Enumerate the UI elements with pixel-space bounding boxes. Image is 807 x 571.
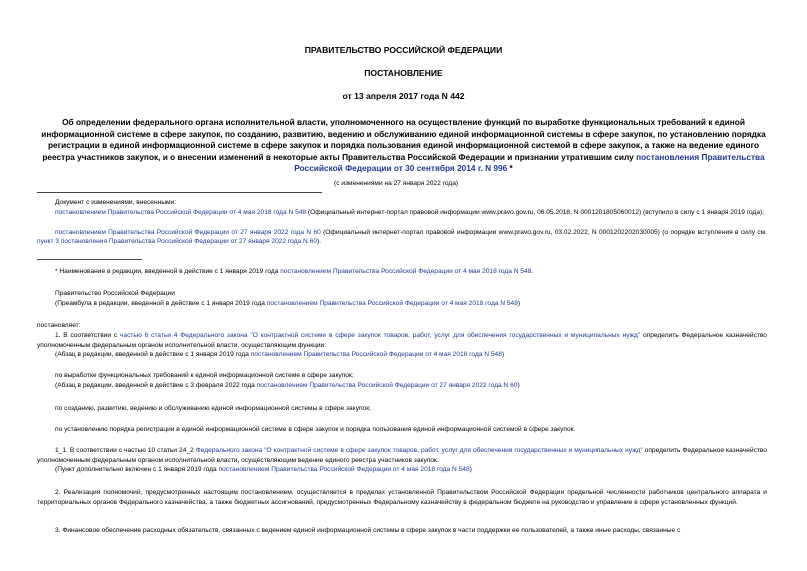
amendment-item-1	[37, 208, 767, 217]
footnote-link[interactable]: постановлением Правительства Российской Федерации от 4 мая 2018 года N 548	[280, 268, 532, 275]
paragraph-requirements: по выработке функциональных требований к единой информационной системе в сфере закупок;	[55, 372, 354, 379]
footnote-text: * Наименование в редакции, введенной в действие с 1 января 2019 года	[55, 268, 281, 275]
p1-note	[55, 350, 504, 360]
paragraph-3: 3. Финансовое обеспечение расходных обязательств, связанных с ведением единой информационной системы в сфере закупок в части поддержки ее пользователей, а также иные расходы, связанные с	[55, 527, 681, 534]
footnote-end: .	[531, 268, 534, 275]
preamble-close: )	[517, 300, 521, 307]
amendment-2-link2[interactable]: пункт 3 постановления Правительства Российской Федерации от 27 января 2022 года N 60	[37, 238, 317, 246]
req-note-link[interactable]: постановлением Правительства Российской Федерации от 27 января 2022 года N 60	[256, 382, 518, 389]
p1-note-close: )	[501, 351, 505, 358]
amendment-2-text: (Официальный интернет-портал правовой информации www.pravo.gov.ru, 03.02.2022, N 0001202202030005) (о порядке вступления в силу см.	[320, 229, 767, 236]
p11-note-text: (Пункт дополнительно включен с 1 января 2019 года	[55, 466, 219, 473]
p11-link[interactable]: Федерального закона "О контрактной системе в сфере закупок товаров, работ, услуг для обеспечения государственных и муниципальных нужд"	[195, 447, 643, 454]
government-heading: ПРАВИТЕЛЬСТВО РОССИЙСКОЙ ФЕДЕРАЦИИ	[304, 45, 503, 55]
preamble-note-text: (Преамбула в редакции, введенной в действие с 1 января 2019 года	[55, 300, 267, 307]
doc-type-heading: ПОСТАНОВЛЕНИЕ	[364, 68, 443, 78]
p1-note-text: (Абзац в редакции, введенной в действие с 1 января 2019 года	[55, 351, 251, 358]
paragraph-create: по созданию, развитию, ведению и обслуживанию единой информационной системы в сфере закупок;	[55, 405, 371, 412]
footnote	[55, 267, 533, 276]
resolves-line: постановляет:	[37, 322, 81, 329]
paragraph-1-1	[37, 446, 767, 465]
paragraph-2: 2. Реализация полномочий, предусмотренных настоящим постановлением, осуществляется в пределах установленной Правительством Российской Федерации предельной численности работников центрального аппарата и территориальных органов Федерального казначейства, а также бюджетных ассигнований, предусмотренных Федеральному казначейству в федеральном бюджете на руководство и управление в сфере установленных функций.	[37, 489, 767, 506]
date-number-heading: от 13 апреля 2017 года N 442	[342, 91, 465, 101]
preamble-link[interactable]: постановлением Правительства Российской Федерации от 4 мая 2018 года N 548	[266, 300, 518, 307]
amendments-heading: Документ с изменениями, внесенными:	[55, 199, 177, 206]
preamble-note	[55, 299, 520, 308]
p11-note	[55, 465, 472, 475]
title-link[interactable]: постановления Правительства Российской Федерации от 30 сентября 2014 г. N 996	[294, 151, 765, 174]
footnote-divider	[37, 259, 142, 260]
p11-note-close: )	[469, 466, 472, 473]
amendment-1-text: (Официальный интернет-портал правовой информации www.pravo.gov.ru, 06.05.2018, N 0001201805060012) (вступило в силу с 1 января 2019 года);	[306, 209, 765, 216]
p11-note-link[interactable]: постановлением Правительства Российской Федерации от 4 мая 2018 года N 548	[218, 466, 470, 473]
p1-end: определить Федеральное казначейство уполномоченным федеральным органом исполнительной власти, осуществляющим функции:	[37, 332, 767, 349]
divider	[37, 192, 322, 193]
title-suffix: *	[507, 163, 513, 174]
amendment-1-link[interactable]: постановлением Правительства Российской Федерации от 4 мая 2018 года N 548	[55, 209, 307, 216]
paragraph-order: по установлению порядка регистрации в единой информационной системе в сфере закупок и порядка пользования единой информационной системой в сфере закупок.	[55, 426, 576, 433]
p11-end: определить Федеральное казначейство уполномоченным федеральным органом исполнительной власти, осуществляющим ведение единого реестра участников закупок.	[37, 447, 768, 464]
title-text: Об определении федерального органа исполнительной власти, уполномоченного на осуществление функций по выработке функциональных требований к единой информационной системе в сфере закупок, по созданию, развитию, ведению и обслуживанию единой информационной системы в сфере закупок, по установлению порядка регистрации в единой информационной системе в сфере закупок и порядка пользования единой информационной системой в сфере закупок, а также на ведение единого реестра участников закупок, и о внесении изменений в некоторые акты Правительства Российской Федерации и признании утратившим силу	[41, 117, 766, 162]
amendment-item-2	[37, 228, 767, 246]
amendment-2-end: ).	[316, 238, 322, 246]
req-note-close: )	[517, 382, 520, 389]
gov-line: Правительство Российской Федерации	[55, 290, 175, 297]
p1-start: 1. В соответствии с	[55, 332, 120, 339]
p1-note-link[interactable]: постановлением Правительства Российской Федерации от 4 мая 2018 года N 548	[250, 351, 502, 358]
p11-start: 1_1. В соответствии с частью 10 статьи 24_2	[55, 447, 196, 454]
paragraph-1	[37, 331, 767, 350]
amendment-2-link[interactable]: постановлением Правительства Российской Федерации от 27 января 2022 года N 60	[55, 229, 321, 236]
document-title	[32, 117, 775, 175]
changes-note: (с изменениями на 27 января 2022 года)	[334, 180, 459, 187]
p1-link[interactable]: частью 6 статьи 4 Федерального закона "О контрактной системе в сфере закупок товаров, работ, услуг для обеспечения государственных и муниципальных нужд"	[119, 332, 641, 339]
requirements-note	[55, 381, 520, 391]
req-note-text: (Абзац в редакции, введенной в действие с 3 февраля 2022 года	[55, 382, 257, 389]
